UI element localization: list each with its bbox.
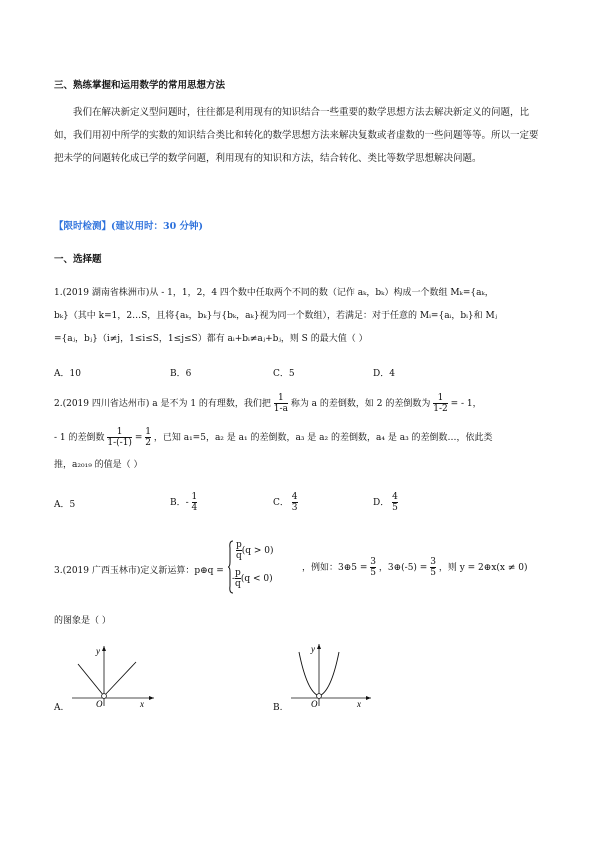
q2-text-1c: = - 1， xyxy=(450,399,482,409)
q3-examples: ，例如：3⊕5 = $\frac{3}{5}$ ，3⊕(-5) = $\frac{3}{5}$ ，则 y = 2⊕x(x ≠ 0) xyxy=(302,557,528,578)
q3-case-negative: - $\frac{p}{q}$ (q < 0) xyxy=(232,568,273,589)
q3-text-pre: 3.(2019 广西玉林市)定义新运算：p⊕q = xyxy=(54,566,224,576)
q2-option-c: C． $\frac{4}{3}$ xyxy=(273,492,298,513)
graph-b-y-label: y xyxy=(311,644,315,654)
graph-b-x-label: x xyxy=(357,699,361,709)
q1-option-b: B．6 xyxy=(170,369,192,379)
q2-line2 xyxy=(54,427,493,448)
graph-a-y-label: y xyxy=(96,646,100,656)
q1-line2: bₖ}（其中 k=1，2…S，且将{aₖ，bₖ}与{bₖ，aₖ}视为同一个数组），若满足：对于任意的 Mᵢ={aᵢ，bᵢ}和 Mⱼ xyxy=(54,311,498,321)
q1-line3: ={aⱼ，bⱼ}（i≠j，1≤i≤S，1≤j≤S）都有 aᵢ+bᵢ≠aⱼ+bⱼ，则 S 的最大值（ ） xyxy=(54,334,368,344)
q1-line1: 1.(2019 湖南省株洲市)从 - 1，1，2，4 四个数中任取两个不同的数（记作 aₖ，bₖ）构成一个数组 Mₖ={aₖ， xyxy=(54,288,494,298)
q3-case-positive: $\frac{p}{q}$ (q > 0) xyxy=(236,540,274,561)
q1-option-a: A．10 xyxy=(54,369,81,379)
fraction-1-over-1-minus-a: $\frac{1}{1-a}$ xyxy=(273,393,288,414)
q2-line1 xyxy=(54,393,482,414)
q3-option-b: B. xyxy=(273,703,283,713)
graph-a-x-label: x xyxy=(140,699,144,709)
graph-option-a xyxy=(62,640,162,710)
q3-option-a: A. xyxy=(54,703,64,713)
graph-a-origin-label: O xyxy=(96,699,103,709)
q2-option-d: D． $\frac{4}{5}$ xyxy=(373,492,398,513)
q2-line3: 推，a₂₀₁₉ 的值是（ ） xyxy=(54,460,143,470)
part-heading: 一、选择题 xyxy=(54,254,102,265)
section-heading: 三、熟练掌握和运用数学的常用思想方法 xyxy=(54,80,226,91)
graph-b-origin-label: O xyxy=(311,699,318,709)
q2-text-1b: 称为 a 的差倒数，如 2 的差倒数为 xyxy=(290,399,431,409)
intro-paragraph: 我们在解决新定义型问题时，往往都是利用现有的知识结合一些重要的数学思想方法去解决新定义的问题，比如，我们用初中所学的实数的知识结合类比和转化的数学思想方法来解决复数或者虚数的一些问题等等。所以一定要把未学的问题转化成已学的数学问题，利用现有的知识和方法，结合转化、类比等数学思想解决问题。 xyxy=(54,107,539,164)
q1-option-d: D．4 xyxy=(373,369,395,379)
fraction-1-over-1-minus-neg1: $\frac{1}{1-(-1)}$ xyxy=(107,427,132,448)
q2-text-1a: 2.(2019 四川省达州市) a 是不为 1 的有理数，我们把 xyxy=(54,399,271,409)
q2-text-2b: = xyxy=(134,433,143,443)
q2-text-2c: ，已知 a₁=5，a₂ 是 a₁ 的差倒数，a₃ 是 a₂ 的差倒数，a₄ 是 a₃ 的差倒数…，依此类 xyxy=(153,433,493,443)
q2-option-a: A．5 xyxy=(54,500,76,510)
timed-test-heading: 【限时检测】(建议用时：30 分钟) xyxy=(54,221,204,232)
graph-option-b xyxy=(285,640,385,710)
q1-option-c: C．5 xyxy=(273,369,295,379)
q2-text-2a: - 1 的差倒数 xyxy=(54,433,105,443)
fraction-1-over-1-minus-2: $\frac{1}{1-2}$ xyxy=(433,393,448,414)
fraction-1-over-2: $\frac{1}{2}$ xyxy=(145,427,151,448)
q3-line2: 的图象是（ ） xyxy=(54,616,111,626)
q2-option-b: B．- $\frac{1}{4}$ xyxy=(170,492,198,513)
